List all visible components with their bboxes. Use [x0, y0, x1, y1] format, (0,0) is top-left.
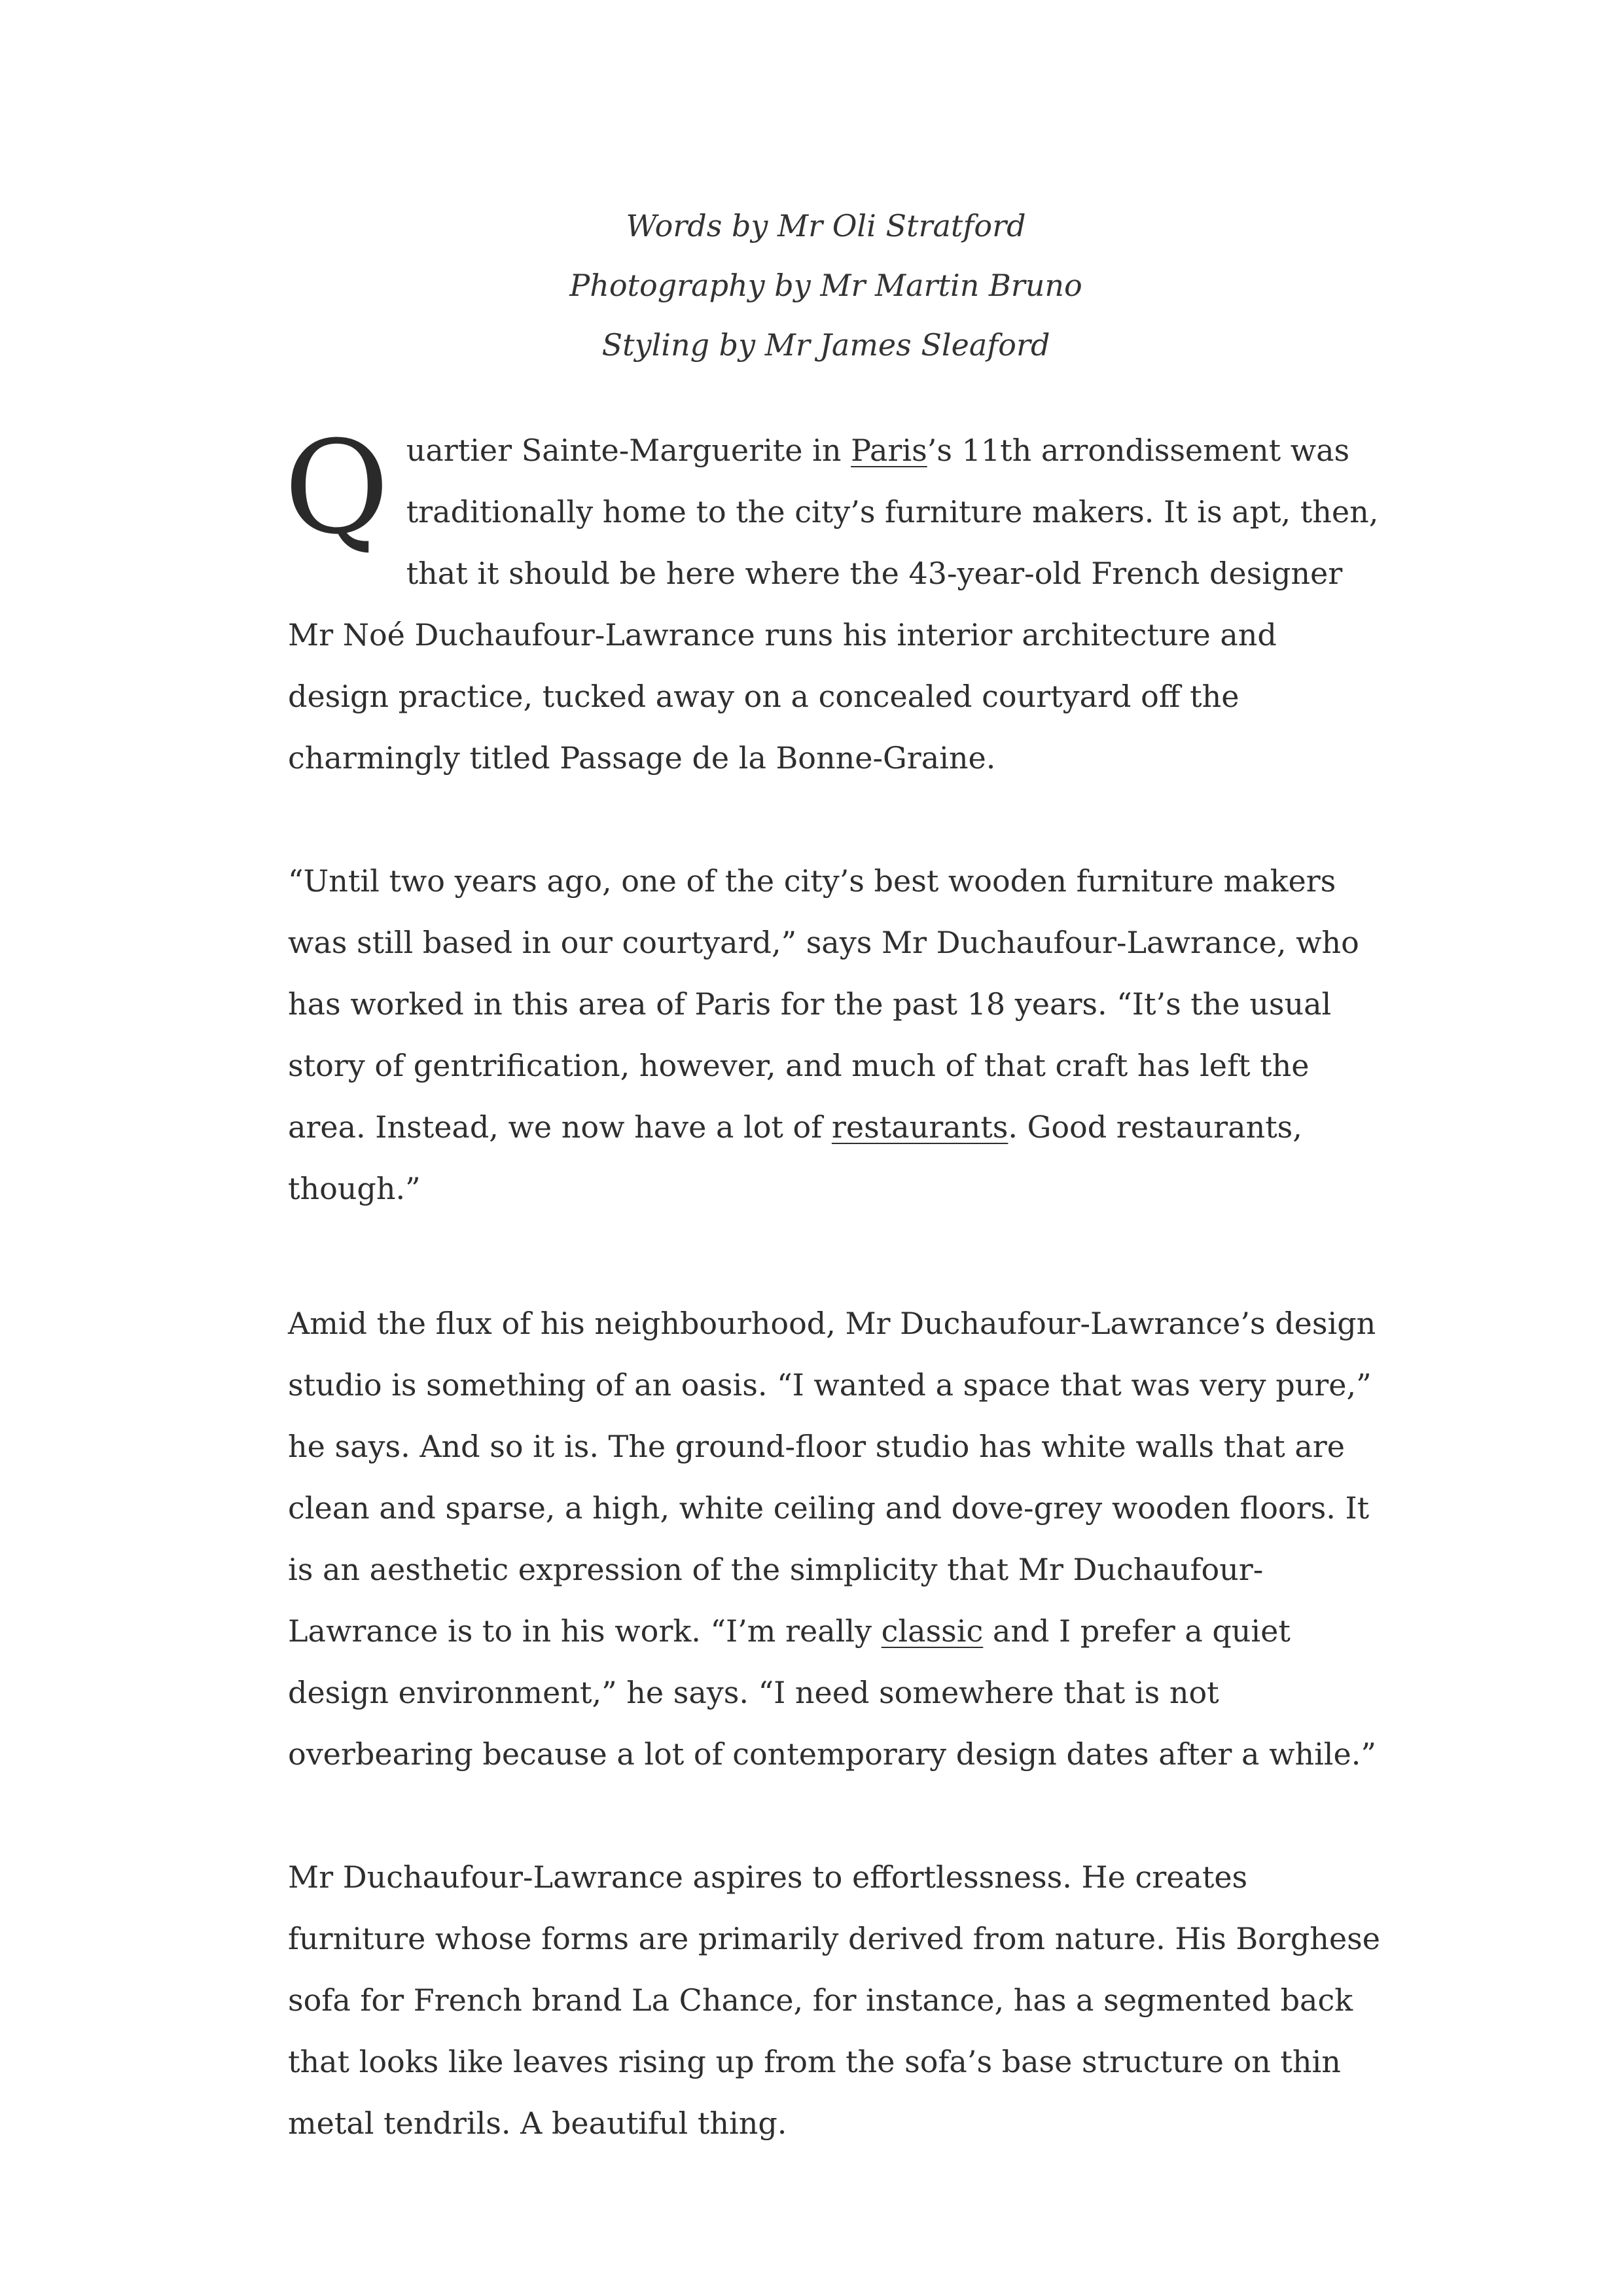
- article-credits: [0, 196, 1623, 375]
- paragraph-text: “Until two years ago, one of the city’s best wooden furniture makers was still based in our courtyard,” says Mr Duchaufour-Lawrance, who has worked in this area of Paris for the past 18 years. “It’s the usual story of gentrification, however, and much of that craft has left the area. Instead, we now have a lot of: [288, 863, 1359, 1145]
- drop-cap: Q: [284, 414, 389, 563]
- paragraph-courtyard: [288, 850, 1381, 1219]
- paragraph-text: uartier Sainte-Marguerite in: [406, 433, 851, 468]
- paragraph-studio: [288, 1293, 1381, 1785]
- credit-words: Words by Mr Oli Stratford: [626, 208, 1026, 243]
- paragraph-text: and I prefer a quiet design environment,” he says. “I need somewhere that is not overbearing because a lot of contemporary design dates after a while.”: [288, 1613, 1376, 1772]
- link-restaurants[interactable]: restaurants: [831, 1109, 1008, 1145]
- paragraph-intro: [284, 414, 1381, 789]
- article-body: [284, 414, 1381, 2154]
- paragraph-text: ’s 11th arrondissement was traditionally home to the city’s furniture makers. It is apt, then, that it should be here where the 43-year-old French designer Mr Noé Duchaufour-Lawrance runs his interior architecture and design practice, tucked away on a concealed courtyard off the charmingly titled Passage de la Bonne-Graine.: [288, 433, 1379, 776]
- credit-styling: Styling by Mr James Sleaford: [601, 327, 1050, 363]
- link-classic[interactable]: classic: [881, 1613, 984, 1649]
- link-paris[interactable]: Paris: [851, 433, 927, 468]
- credit-photography: Photography by Mr Martin Bruno: [569, 268, 1082, 303]
- paragraph-furniture: Mr Duchaufour-Lawrance aspires to effortlessness. He creates furniture whose forms are primarily derived from nature. His Borghese sofa for French brand La Chance, for instance, has a segmented back that looks like leaves rising up from the sofa’s base structure on thin metal tendrils. A beautiful thing.: [288, 1859, 1380, 2141]
- paragraph-text: . Good restaurants, though.”: [288, 1109, 1302, 1206]
- paragraph-text: Amid the flux of his neighbourhood, Mr Duchaufour-Lawrance’s design studio is something of an oasis. “I wanted a space that was very pure,” he says. And so it is. The ground-floor studio has white walls that are clean and sparse, a high, white ceiling and dove-grey wooden floors. It is an aesthetic expression of the simplicity that Mr Duchaufour-Lawrance is to in his work. “I’m really: [288, 1306, 1376, 1649]
